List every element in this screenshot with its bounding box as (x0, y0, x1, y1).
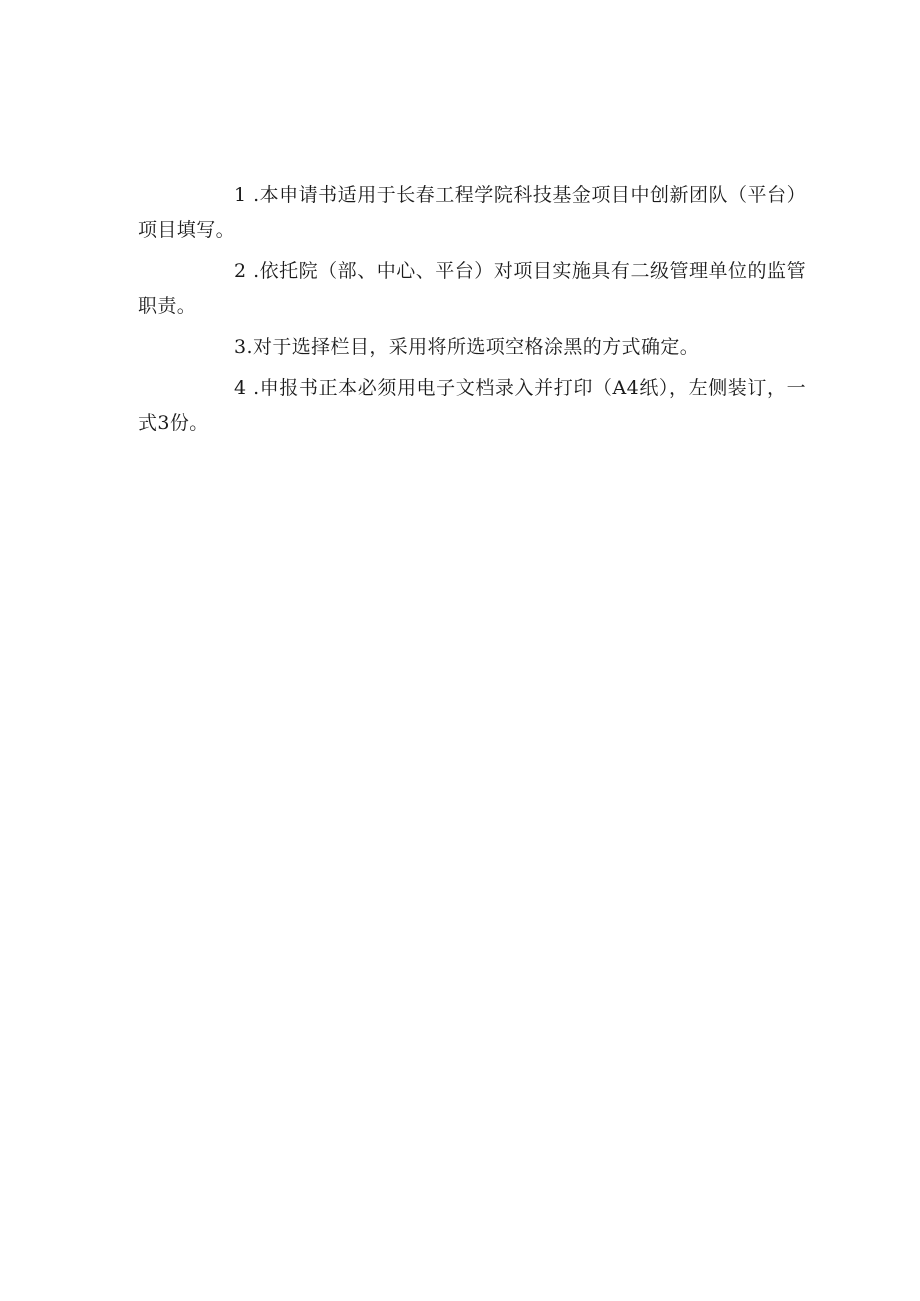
note-item-4 (138, 371, 806, 441)
note-item-1 (138, 178, 806, 248)
note-number: 4 (234, 377, 247, 399)
note-text: .对于选择栏目，采用将所选项空格涂黑的方式确定。 (246, 336, 700, 358)
note-text: .依托院（部、中心、平台）对项目实施具有二级管理单位的监管职责。 (138, 260, 806, 317)
note-item-3 (138, 330, 806, 365)
note-number: 1 (234, 184, 247, 206)
note-text: .申报书正本必须用电子文档录入并打印（A4纸），左侧装订，一式3份。 (138, 377, 806, 434)
note-item-2 (138, 254, 806, 324)
note-number: 3 (234, 336, 247, 358)
notes-list (138, 178, 806, 441)
note-text: .本申请书适用于长春工程学院科技基金项目中创新团队（平台）项目填写。 (138, 184, 806, 241)
note-number: 2 (234, 260, 247, 282)
